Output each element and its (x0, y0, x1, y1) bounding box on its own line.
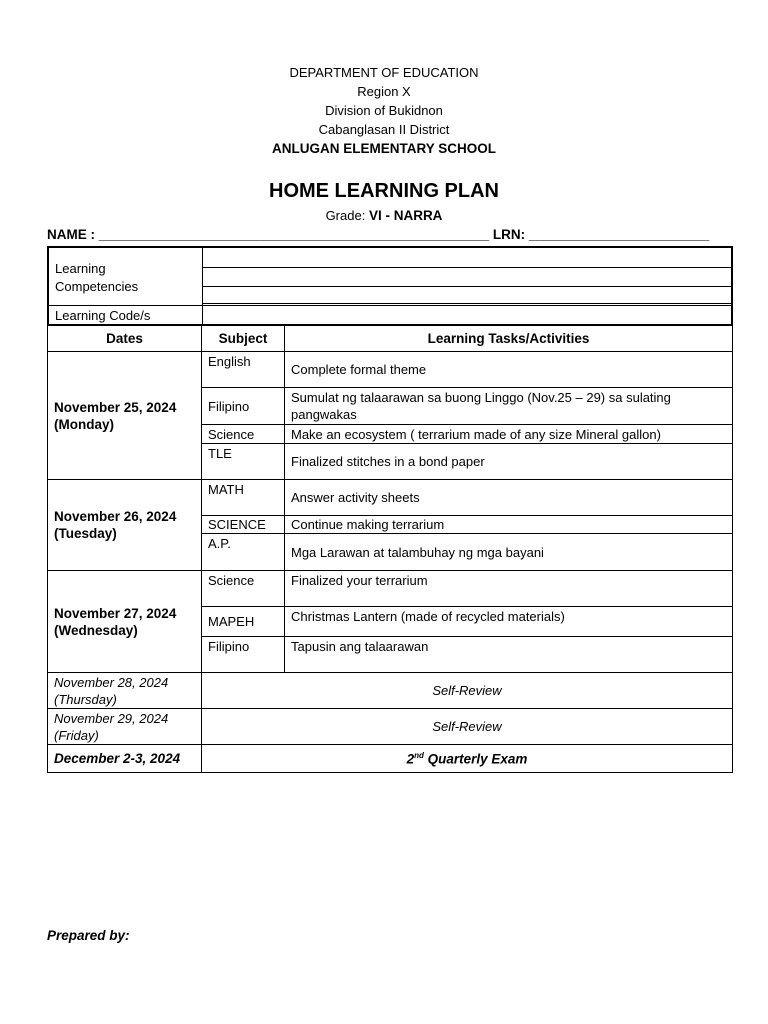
page-title: HOME LEARNING PLAN (269, 180, 499, 202)
region-text: Region X (357, 84, 411, 99)
subject-cell: Filipino (202, 637, 285, 673)
subject-cell: Filipino (202, 388, 285, 425)
date-cell (48, 673, 202, 709)
table-header-row (48, 326, 733, 352)
date-cell (48, 352, 202, 480)
dates-header: Dates (48, 326, 202, 352)
date-cell (48, 480, 202, 571)
competencies-box (47, 246, 733, 326)
table-row (48, 709, 733, 745)
district-text: Cabanglasan II District (318, 122, 450, 137)
subject-cell: English (202, 352, 285, 388)
exam-ordinal-suffix: nd (414, 750, 424, 760)
subject-cell: Science (202, 571, 285, 607)
competency-line[interactable] (202, 267, 731, 268)
department-text: DEPARTMENT OF EDUCATION (289, 65, 479, 80)
grade-line (0, 208, 768, 223)
school-name: ANLUGAN ELEMENTARY SCHOOL (271, 141, 496, 156)
task-cell: Mga Larawan at talambuhay ng mga bayani (285, 534, 733, 571)
day-text: (Friday) (54, 727, 99, 743)
name-lrn-line[interactable]: NAME : ____________________________________________________ LRN: ________________________ (47, 227, 710, 242)
competency-line[interactable] (202, 303, 731, 304)
competency-line[interactable] (202, 286, 731, 287)
task-cell: Tapusin ang talaarawan (285, 637, 733, 673)
exam-date-cell: December 2-3, 2024 (48, 745, 202, 773)
day-text: (Thursday) (54, 691, 117, 707)
subject-header: Subject (202, 326, 285, 352)
table-row (48, 480, 733, 516)
date-text: November 28, 2024 (54, 674, 169, 690)
task-cell: Continue making terrarium (285, 516, 733, 534)
day-text: (Tuesday) (54, 526, 117, 541)
learning-code-label: Learning Code/s (49, 305, 731, 325)
activity-cell: Self-Review (202, 709, 733, 745)
learning-plan-table (47, 325, 733, 773)
task-cell: Christmas Lantern (made of recycled materials) (285, 607, 733, 637)
date-text: November 27, 2024 (54, 605, 177, 621)
task-cell: Sumulat ng talaarawan sa buong Linggo (Nov.25 – 29) sa sulating pangwakas (285, 388, 733, 425)
date-cell (48, 709, 202, 745)
exam-cell (202, 745, 733, 773)
day-text: (Wednesday) (54, 622, 138, 638)
subject-cell: A.P. (202, 534, 285, 571)
subject-cell: TLE (202, 444, 285, 480)
date-text: November 26, 2024 (54, 509, 177, 524)
table-row (48, 571, 733, 607)
exam-ordinal: 2 (406, 751, 415, 767)
task-cell: Finalized your terrarium (285, 571, 733, 607)
date-text: November 25, 2024 (54, 399, 177, 415)
school-header (0, 63, 768, 158)
grade-value: VI - NARRA (368, 208, 443, 223)
task-cell: Finalized stitches in a bond paper (285, 444, 733, 480)
competencies-label: Learning Competencies (55, 261, 139, 294)
task-cell: Make an ecosystem ( terrarium made of any size Mineral gallon) (285, 425, 733, 444)
date-cell (48, 571, 202, 673)
table-row (48, 352, 733, 388)
task-cell: Complete formal theme (285, 352, 733, 388)
subject-cell: MAPEH (202, 607, 285, 637)
tasks-header: Learning Tasks/Activities (285, 326, 733, 352)
activity-cell: Self-Review (202, 673, 733, 709)
division-text: Division of Bukidnon (325, 103, 443, 118)
subject-cell: SCIENCE (202, 516, 285, 534)
table-row (48, 673, 733, 709)
table-row (48, 745, 733, 773)
day-text: (Monday) (54, 416, 114, 432)
task-cell: Answer activity sheets (285, 480, 733, 516)
grade-label: Grade: (325, 208, 366, 223)
date-text: November 29, 2024 (54, 710, 169, 726)
exam-label: Quarterly Exam (427, 751, 528, 767)
subject-cell: MATH (202, 480, 285, 516)
subject-cell: Science (202, 425, 285, 444)
prepared-by: Prepared by: (47, 928, 130, 943)
